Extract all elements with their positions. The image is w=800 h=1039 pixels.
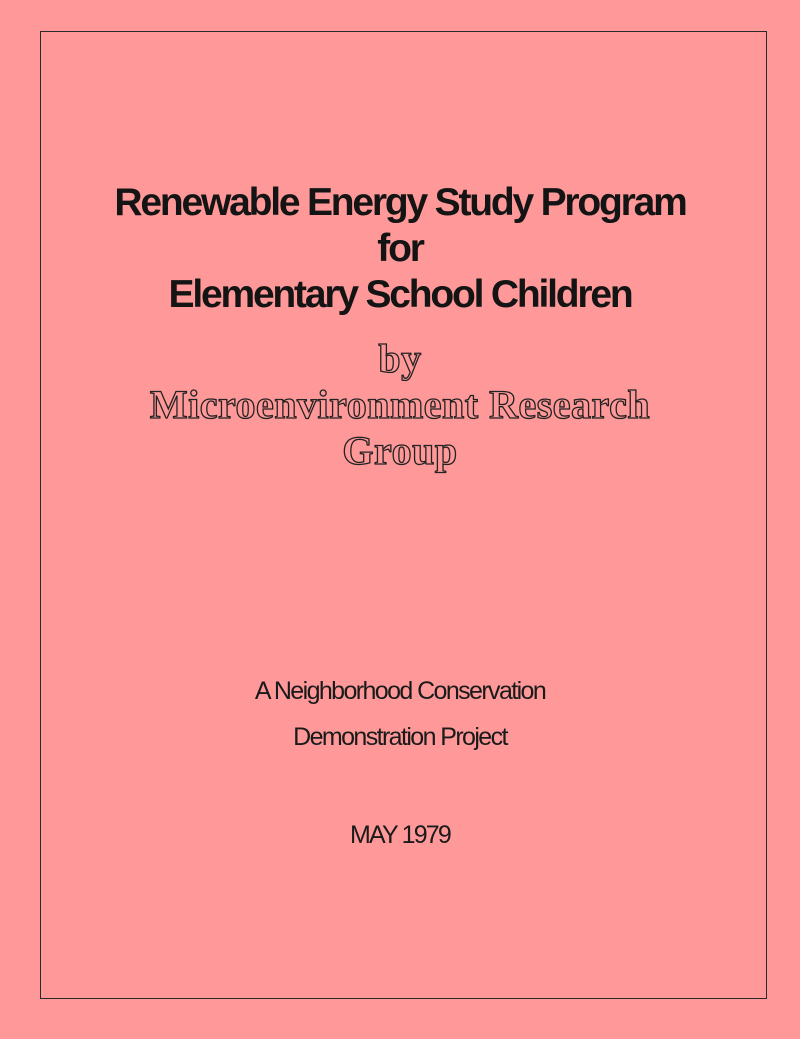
title-line-1: Renewable Energy Study Program bbox=[114, 181, 686, 224]
report-title bbox=[0, 180, 800, 318]
subtitle-line-2: Demonstration Project bbox=[293, 723, 507, 751]
author-name-line-1: Microenvironment Research bbox=[149, 382, 651, 427]
subtitle-line-1: A Neighborhood Conservation bbox=[254, 677, 546, 705]
title-line-2: for bbox=[377, 227, 423, 270]
project-subtitle bbox=[0, 668, 800, 760]
author-by: by bbox=[378, 336, 422, 381]
author-name-line-2: Group bbox=[342, 428, 458, 473]
title-line-3: Elementary School Children bbox=[168, 273, 632, 316]
author-credit bbox=[0, 336, 800, 474]
publication-date: MAY 1979 bbox=[349, 821, 451, 849]
